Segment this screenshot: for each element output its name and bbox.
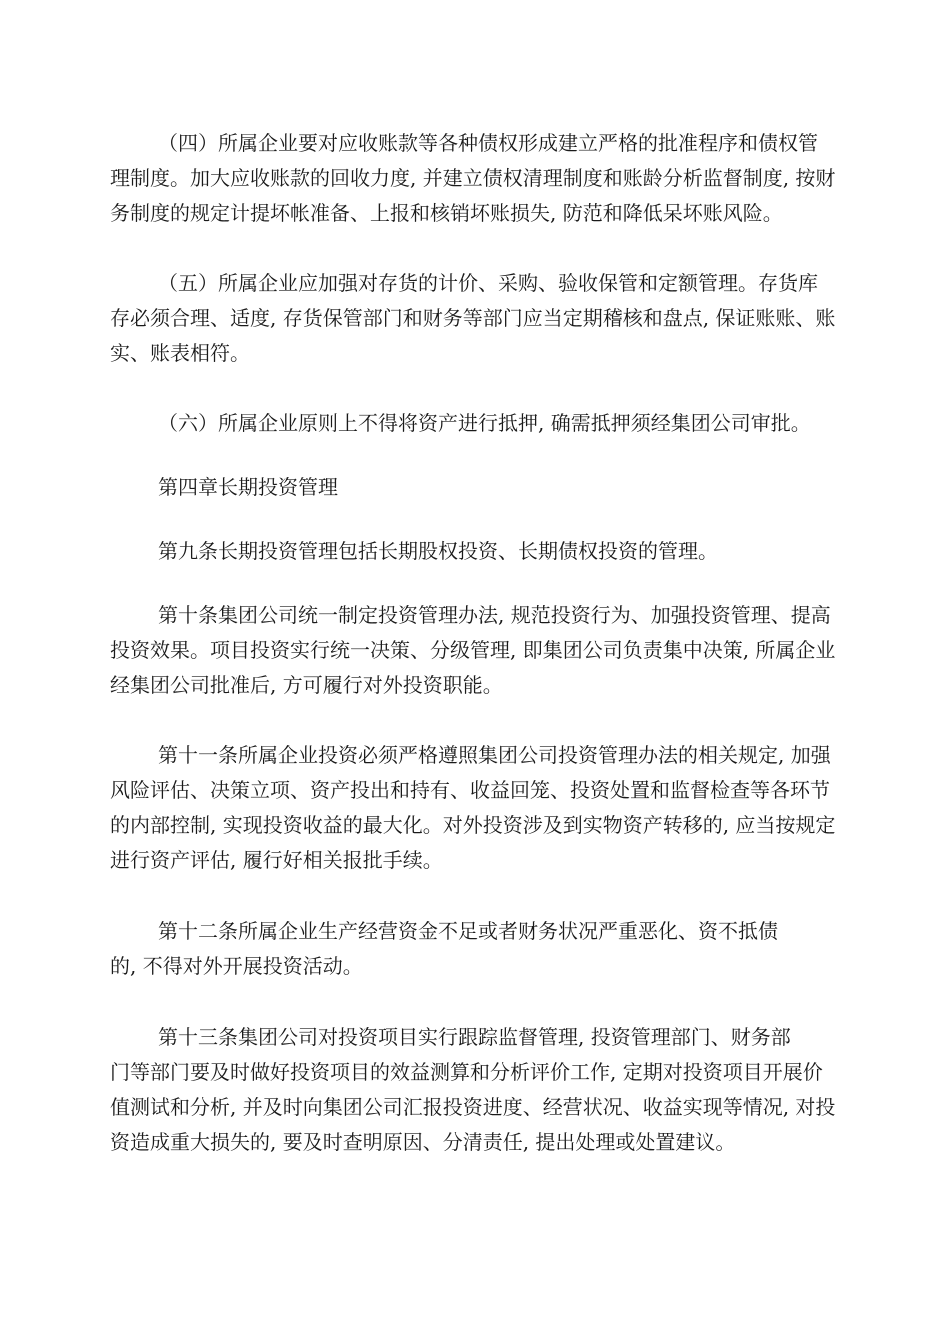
- text-line: 门等部门要及时做好投资项目的效益测算和分析评价工作, 定期对投资项目开展价: [110, 1060, 823, 1084]
- text-line: 经集团公司批准后, 方可履行对外投资职能。: [110, 673, 503, 697]
- text-line: 值测试和分析, 并及时向集团公司汇报投资进度、经营状况、收益实现等情况, 对投: [110, 1095, 836, 1119]
- text-line: 投资效果。项目投资实行统一决策、分级管理, 即集团公司负责集中决策, 所属企业: [110, 638, 836, 662]
- text-line: 资造成重大损失的, 要及时查明原因、分清责任, 提出处理或处置建议。: [110, 1130, 736, 1154]
- paragraph-article-12: [110, 914, 840, 984]
- paragraph-article-9: [110, 534, 840, 569]
- paragraph-article-10: [110, 598, 840, 703]
- text-line: 第十三条集团公司对投资项目实行跟踪监督管理, 投资管理部门、财务部: [158, 1025, 791, 1049]
- text-line: 存必须合理、适度, 存货保管部门和财务等部门应当定期稽核和盘点, 保证账账、账: [110, 306, 836, 330]
- text-line: （四）所属企业要对应收账款等各种债权形成建立严格的批准程序和债权管: [158, 131, 818, 155]
- text-line: 风险评估、决策立项、资产投出和持有、收益回笼、投资处置和监督检查等各环节: [110, 778, 830, 802]
- paragraph-receivables: [110, 126, 840, 231]
- paragraph-inventory: [110, 266, 840, 371]
- paragraph-article-11: [110, 738, 840, 878]
- text-line: 进行资产评估, 履行好相关报批手续。: [110, 848, 443, 872]
- text-line: 第十二条所属企业生产经营资金不足或者财务状况严重恶化、资不抵债: [158, 919, 778, 943]
- text-line: 第十一条所属企业投资必须严格遵照集团公司投资管理办法的相关规定, 加强: [158, 743, 831, 767]
- text-line: （六）所属企业原则上不得将资产进行抵押, 确需抵押须经集团公司审批。: [158, 411, 811, 435]
- text-line: 第四章长期投资管理: [158, 475, 338, 499]
- text-line: 的, 不得对外开展投资活动。: [110, 954, 363, 978]
- text-line: 务制度的规定计提坏帐准备、上报和核销坏账损失, 防范和降低呆坏账风险。: [110, 201, 783, 225]
- paragraph-mortgage: [110, 406, 840, 441]
- chapter-heading: [110, 470, 840, 505]
- text-line: 的内部控制, 实现投资收益的最大化。对外投资涉及到实物资产转移的, 应当按规定: [110, 813, 836, 837]
- text-line: 第十条集团公司统一制定投资管理办法, 规范投资行为、加强投资管理、提高: [158, 603, 831, 627]
- text-line: 理制度。加大应收账款的回收力度, 并建立债权清理制度和账龄分析监督制度, 按财: [110, 166, 836, 190]
- paragraph-article-13: [110, 1020, 840, 1160]
- text-line: 实、账表相符。: [110, 341, 250, 365]
- text-line: 第九条长期投资管理包括长期股权投资、长期债权投资的管理。: [158, 539, 718, 563]
- text-line: （五）所属企业应加强对存货的计价、采购、验收保管和定额管理。存货库: [158, 271, 818, 295]
